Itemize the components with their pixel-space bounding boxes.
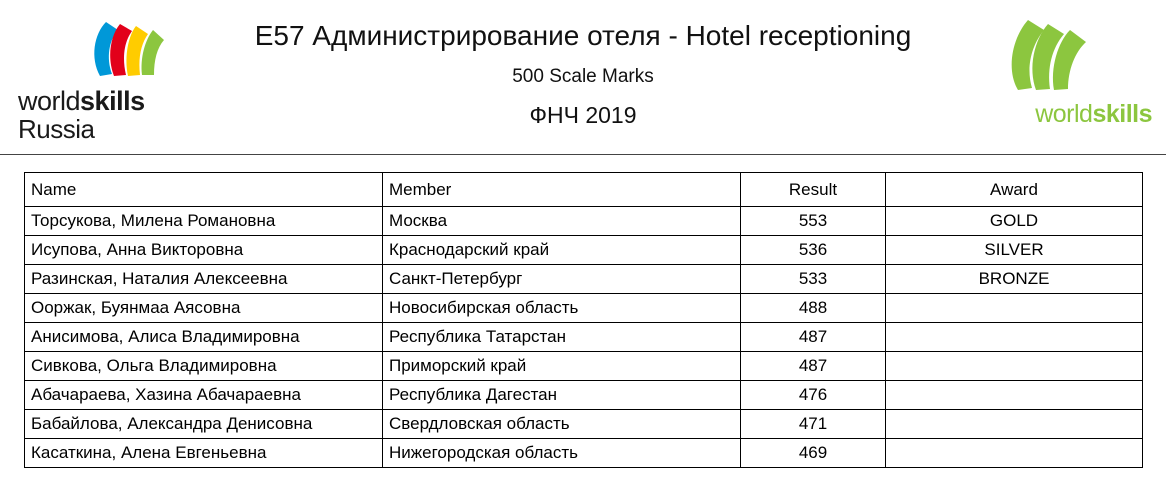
worldskills-mark-icon [10,14,200,94]
logo-word-skills: skills [80,86,145,116]
cell-member: Новосибирская область [383,294,741,323]
cell-result: 533 [741,265,886,294]
page-title: E57 Администрирование отеля - Hotel receptioning [254,20,912,51]
cell-name: Бабайлова, Александра Денисовна [25,410,383,439]
table-row [25,207,1143,236]
table-row [25,381,1143,410]
page-header [0,0,1166,155]
cell-result: 469 [741,439,886,468]
table-row [25,236,1143,265]
table-header-row [25,173,1143,207]
cell-award [886,439,1143,468]
table-row [25,265,1143,294]
cell-award: BRONZE [886,265,1143,294]
cell-member: Санкт-Петербург [383,265,741,294]
title-block [200,20,966,129]
cell-name: Разинская, Наталия Алексеевна [25,265,383,294]
results-table-container [24,172,1142,468]
cell-name: Анисимова, Алиса Владимировна [25,323,383,352]
column-header-result: Result [741,173,886,207]
cell-result: 487 [741,323,886,352]
page-subtitle: 500 Scale Marks [512,66,654,87]
cell-member: Свердловская область [383,410,741,439]
worldskills-russia-wordmark [18,88,145,142]
worldskills-logo [988,18,1158,133]
cell-name: Исупова, Анна Викторовна [25,236,383,265]
cell-award: SILVER [886,236,1143,265]
logo-word-world: world [18,86,81,116]
cell-result: 488 [741,294,886,323]
table-row [25,294,1143,323]
cell-name: Касаткина, Алена Евгеньевна [25,439,383,468]
cell-award [886,410,1143,439]
cell-member: Республика Татарстан [383,323,741,352]
table-row [25,410,1143,439]
event-name: ФНЧ 2019 [529,102,637,128]
cell-award [886,381,1143,410]
cell-result: 553 [741,207,886,236]
cell-award [886,352,1143,381]
cell-result: 536 [741,236,886,265]
cell-award: GOLD [886,207,1143,236]
logo-word-skills-right: skills [1092,100,1152,128]
table-body [25,207,1143,468]
cell-member: Краснодарский край [383,236,741,265]
column-header-award: Award [886,173,1143,207]
cell-member: Республика Дагестан [383,381,741,410]
cell-result: 487 [741,352,886,381]
cell-name: Торсукова, Милена Романовна [25,207,383,236]
worldskills-green-mark-icon [1004,18,1124,96]
cell-award [886,323,1143,352]
cell-name: Абачараева, Хазина Абачараевна [25,381,383,410]
cell-result: 476 [741,381,886,410]
cell-award [886,294,1143,323]
table-row [25,323,1143,352]
cell-name: Ооржак, Буянмаа Аясовна [25,294,383,323]
logo-word-russia: Russia [18,113,95,144]
column-header-name: Name [25,173,383,207]
cell-member: Москва [383,207,741,236]
worldskills-wordmark [1035,100,1152,129]
cell-member: Приморский край [383,352,741,381]
results-table [24,172,1143,468]
cell-member: Нижегородская область [383,439,741,468]
table-row [25,352,1143,381]
cell-result: 471 [741,410,886,439]
worldskills-russia-logo [10,14,200,144]
table-row [25,439,1143,468]
cell-name: Сивкова, Ольга Владимировна [25,352,383,381]
column-header-member: Member [383,173,741,207]
logo-word-world-right: world [1035,100,1093,128]
